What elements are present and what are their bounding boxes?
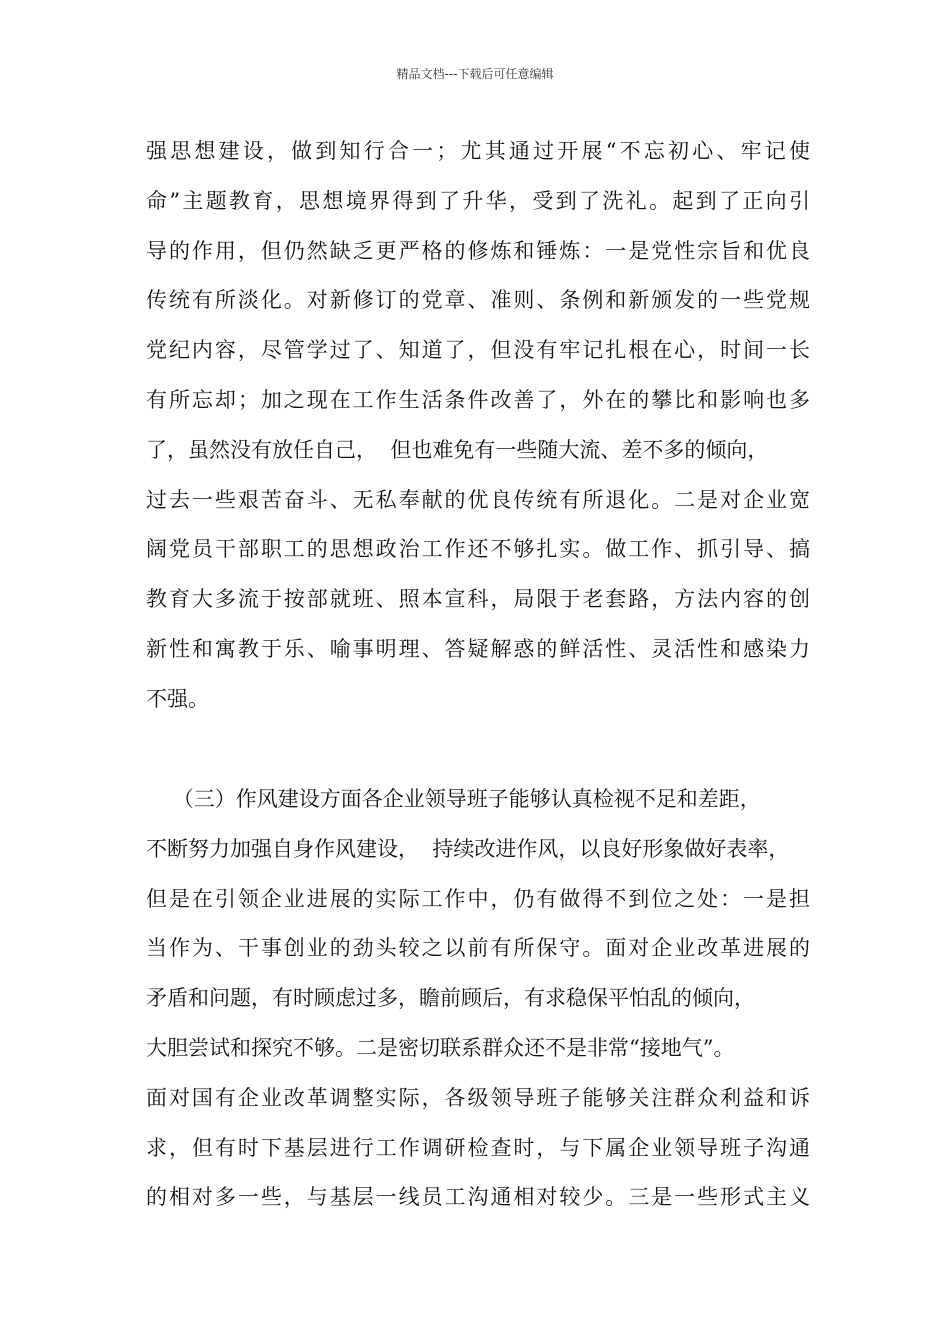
- paragraph-1: [146, 127, 810, 725]
- text-line: 强思想建设，做到知行合一；尤其通过开展“不忘初心、牢记使: [146, 139, 810, 163]
- text-line: 过去一些艰苦奋斗、无私奉献的优良传统有所退化。二是对企业宽: [146, 487, 810, 512]
- text-line: 不强。: [146, 686, 209, 711]
- text-line: 求，但有时下基层进行工作调研检查时，与下属企业领导班子沟通: [146, 1135, 810, 1160]
- text-line: 的相对多一些，与基层一线员工沟通相对较少。三是一些形式主义: [146, 1185, 810, 1210]
- paragraph-2: [146, 775, 810, 1223]
- text-line: 党纪内容，尽管学过了、知道了，但没有牢记扎根在心，时间一长: [146, 338, 810, 363]
- text-line: 不断努力加强自身作风建设， 持续改进作风，以良好形象做好表率，: [146, 836, 790, 861]
- text-line: 面对国有企业改革调整实际，各级领导班子能够关注群众利益和诉: [146, 1085, 810, 1110]
- page-header: 精品文档---下载后可任意编辑: [396, 67, 554, 81]
- text-line: 教育大多流于按部就班、照本宣科，局限于老套路，方法内容的创: [146, 587, 810, 612]
- text-line: 命”主题教育，思想境界得到了升华，受到了洗礼。起到了正向引: [146, 188, 810, 213]
- text-line: 阔党员干部职工的思想政治工作还不够扎实。做工作、抓引导、搞: [146, 537, 810, 562]
- text-line: 矛盾和问题，有时顾虑过多，瞻前顾后，有求稳保平怕乱的倾向，: [146, 986, 755, 1011]
- text-line: （三）作风建设方面各企业领导班子能够认真检视不足和差距，: [146, 787, 761, 811]
- text-line: 当作为、干事创业的劲头较之以前有所保守。面对企业改革进展的: [146, 936, 810, 961]
- text-line: 导的作用，但仍然缺乏更严格的修炼和锤炼：一是党性宗旨和优良: [146, 238, 810, 263]
- text-line: 了，虽然没有放任自己， 但也难免有一些随大流、差不多的倾向，: [146, 437, 769, 462]
- text-line: 大胆尝试和探究不够。二是密切联系群众还不是非常“接地气”。: [146, 1035, 735, 1060]
- text-line: 传统有所淡化。对新修订的党章、准则、条例和新颁发的一些党规: [146, 288, 810, 313]
- text-line: 新性和寓教于乐、喻事明理、答疑解惑的鲜活性、灵活性和感染力: [146, 636, 810, 661]
- text-line: 但是在引领企业进展的实际工作中，仍有做得不到位之处：一是担: [146, 886, 810, 911]
- text-line: 有所忘却；加之现在工作生活条件改善了，外在的攀比和影响也多: [146, 387, 810, 412]
